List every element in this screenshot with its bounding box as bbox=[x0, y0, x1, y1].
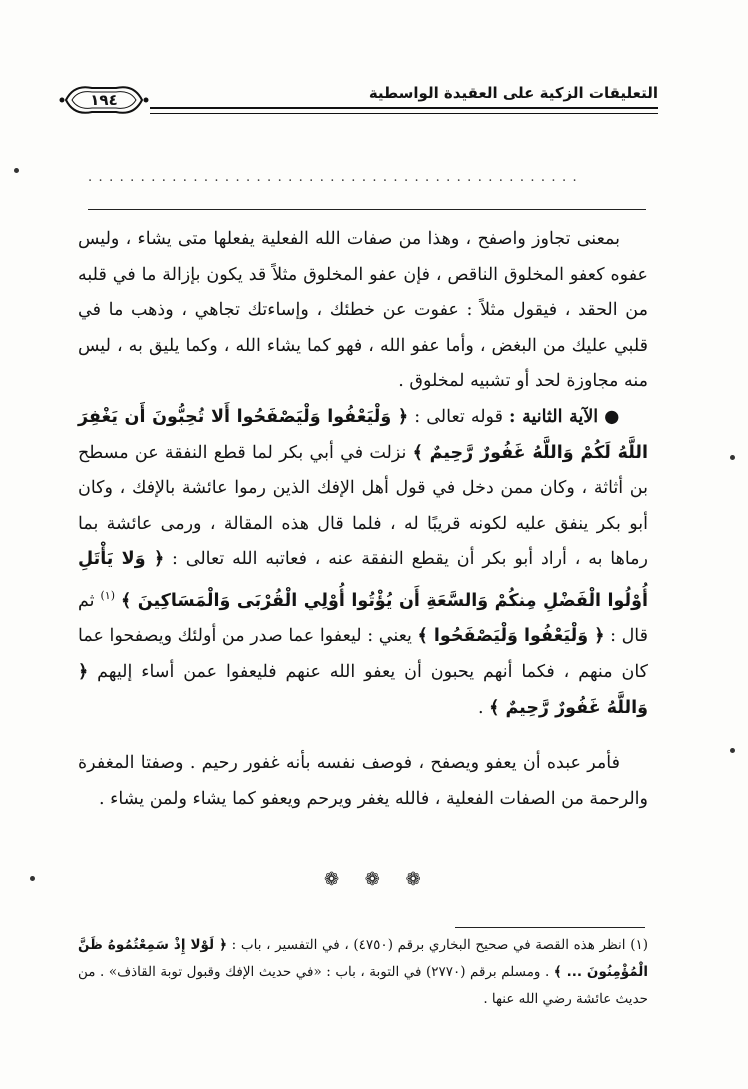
page-number-badge bbox=[58, 80, 150, 120]
section-label: الآية الثانية : bbox=[509, 406, 599, 427]
scan-mark bbox=[730, 455, 735, 460]
paragraph-2-text-3: يعني : ليعفوا عما صدر من أولئك ويصفحوا عما كان منهم ، فكما أنهم يحبون أن يعفو الله عنهم فليعفوا عمن أساء إليهم bbox=[78, 626, 648, 682]
footnote-marker: (١) bbox=[100, 588, 116, 602]
paragraph-2 bbox=[78, 400, 648, 726]
header-double-rule bbox=[150, 107, 658, 114]
quran-verse-3: ﴿ وَلْيَعْفُوا وَلْيَصْفَحُوا ﴾ bbox=[417, 626, 605, 647]
footnote-text-1: انظر هذه القصة في صحيح البخاري برقم (٤٧٥٠) ، في التفسير ، باب : bbox=[227, 937, 631, 953]
page-number: ١٩٤ bbox=[90, 91, 118, 109]
bullet-icon: ● bbox=[604, 406, 620, 427]
quran-verse-4: ﴿ وَاللَّهُ غَفُورٌ رَّحِيمٌ ﴾ bbox=[78, 661, 648, 718]
top-rule bbox=[88, 209, 646, 210]
scan-mark bbox=[30, 876, 35, 881]
paragraph-2-end: . bbox=[477, 697, 490, 718]
footnote-verse: ﴿ لَوْلا إِذْ سَمِعْتُمُوهُ ظَنَّ الْمُؤْمِنُونَ ... ﴾ bbox=[78, 937, 648, 980]
scan-mark bbox=[14, 168, 19, 173]
verse-intro: قوله تعالى : bbox=[408, 406, 510, 427]
section-separator: ❁ ❁ ❁ bbox=[324, 869, 431, 890]
paragraph-2-text-2: ثم قال : bbox=[78, 590, 648, 647]
book-title: التعليقات الزكية على العقيدة الواسطية bbox=[368, 84, 658, 102]
footnote bbox=[78, 932, 648, 1013]
footnote-rule bbox=[455, 927, 645, 928]
main-text bbox=[78, 222, 648, 817]
scan-mark bbox=[730, 748, 735, 753]
paragraph-1: بمعنى تجاوز واصفح ، وهذا من صفات الله الفعلية يفعلها متى يشاء ، وليس عفوه كعفو المخلوق الناقص ، فإن عفو المخلوق مثلاً قد يكون بإزالة ما في قلبه من الحقد ، فيقول مثلاً : عفوت عن خطئك ، وإساءتك تجاهي ، وذهب ما في قلبي عليك من البغض ، وأما عفو الله ، فهو كما يشاء الله ، وكما يليق به ، ليس منه مجاوزة لحد أو تشبيه لمخلوق . bbox=[78, 229, 648, 392]
paragraph-3: فأمر عبده أن يعفو ويصفح ، فوصف نفسه بأنه غفور رحيم . وصفتا المغفرة والرحمة من الصفات الفعلية ، فالله يغفر ويرحم ويعفو كما يشاء ولمن يشاء . bbox=[78, 753, 648, 809]
dotted-leader: ............................................... bbox=[88, 170, 584, 185]
footnote-number: (١) bbox=[630, 937, 649, 953]
footnote-text-2: . ومسلم برقم (٢٧٧٠) في التوبة ، باب : «في حديث الإفك وقبول توبة القاذف» . من حديث عائشة رضي الله عنها . bbox=[78, 964, 648, 1007]
paragraph-gap bbox=[78, 726, 648, 746]
quran-verse: ﴿ وَلْيَعْفُوا وَلْيَصْفَحُوا أَلا تُحِبُّونَ أَن يَغْفِرَ اللَّهُ لَكُمْ وَاللَّهُ غَفُورٌ رَّحِيمٌ ﴾ bbox=[78, 406, 648, 463]
paragraph-2-text: نزلت في أبي بكر لما قطع النفقة عن مسطح بن أثاثة ، وكان ممن دخل في قول أهل الإفك الذين رموا عائشة بالإفك ، وكان أبو بكر ينفق عليه لكونه قريبًا له ، فلما قال هذه المقالة ، ورمى عائشة بما رماها به ، أراد أبو بكر أن يقطع النفقة عنه ، فعاتبه الله تعالى : bbox=[78, 442, 648, 570]
quran-verse-2: ﴿ وَلا يَأْتَلِ أُوْلُوا الْفَضْلِ مِنكُمْ وَالسَّعَةِ أَن يُؤْتُوا أُوْلِي الْقُرْبَى وَالْمَسَاكِينَ ﴾ bbox=[78, 549, 648, 611]
page-header bbox=[58, 80, 658, 126]
